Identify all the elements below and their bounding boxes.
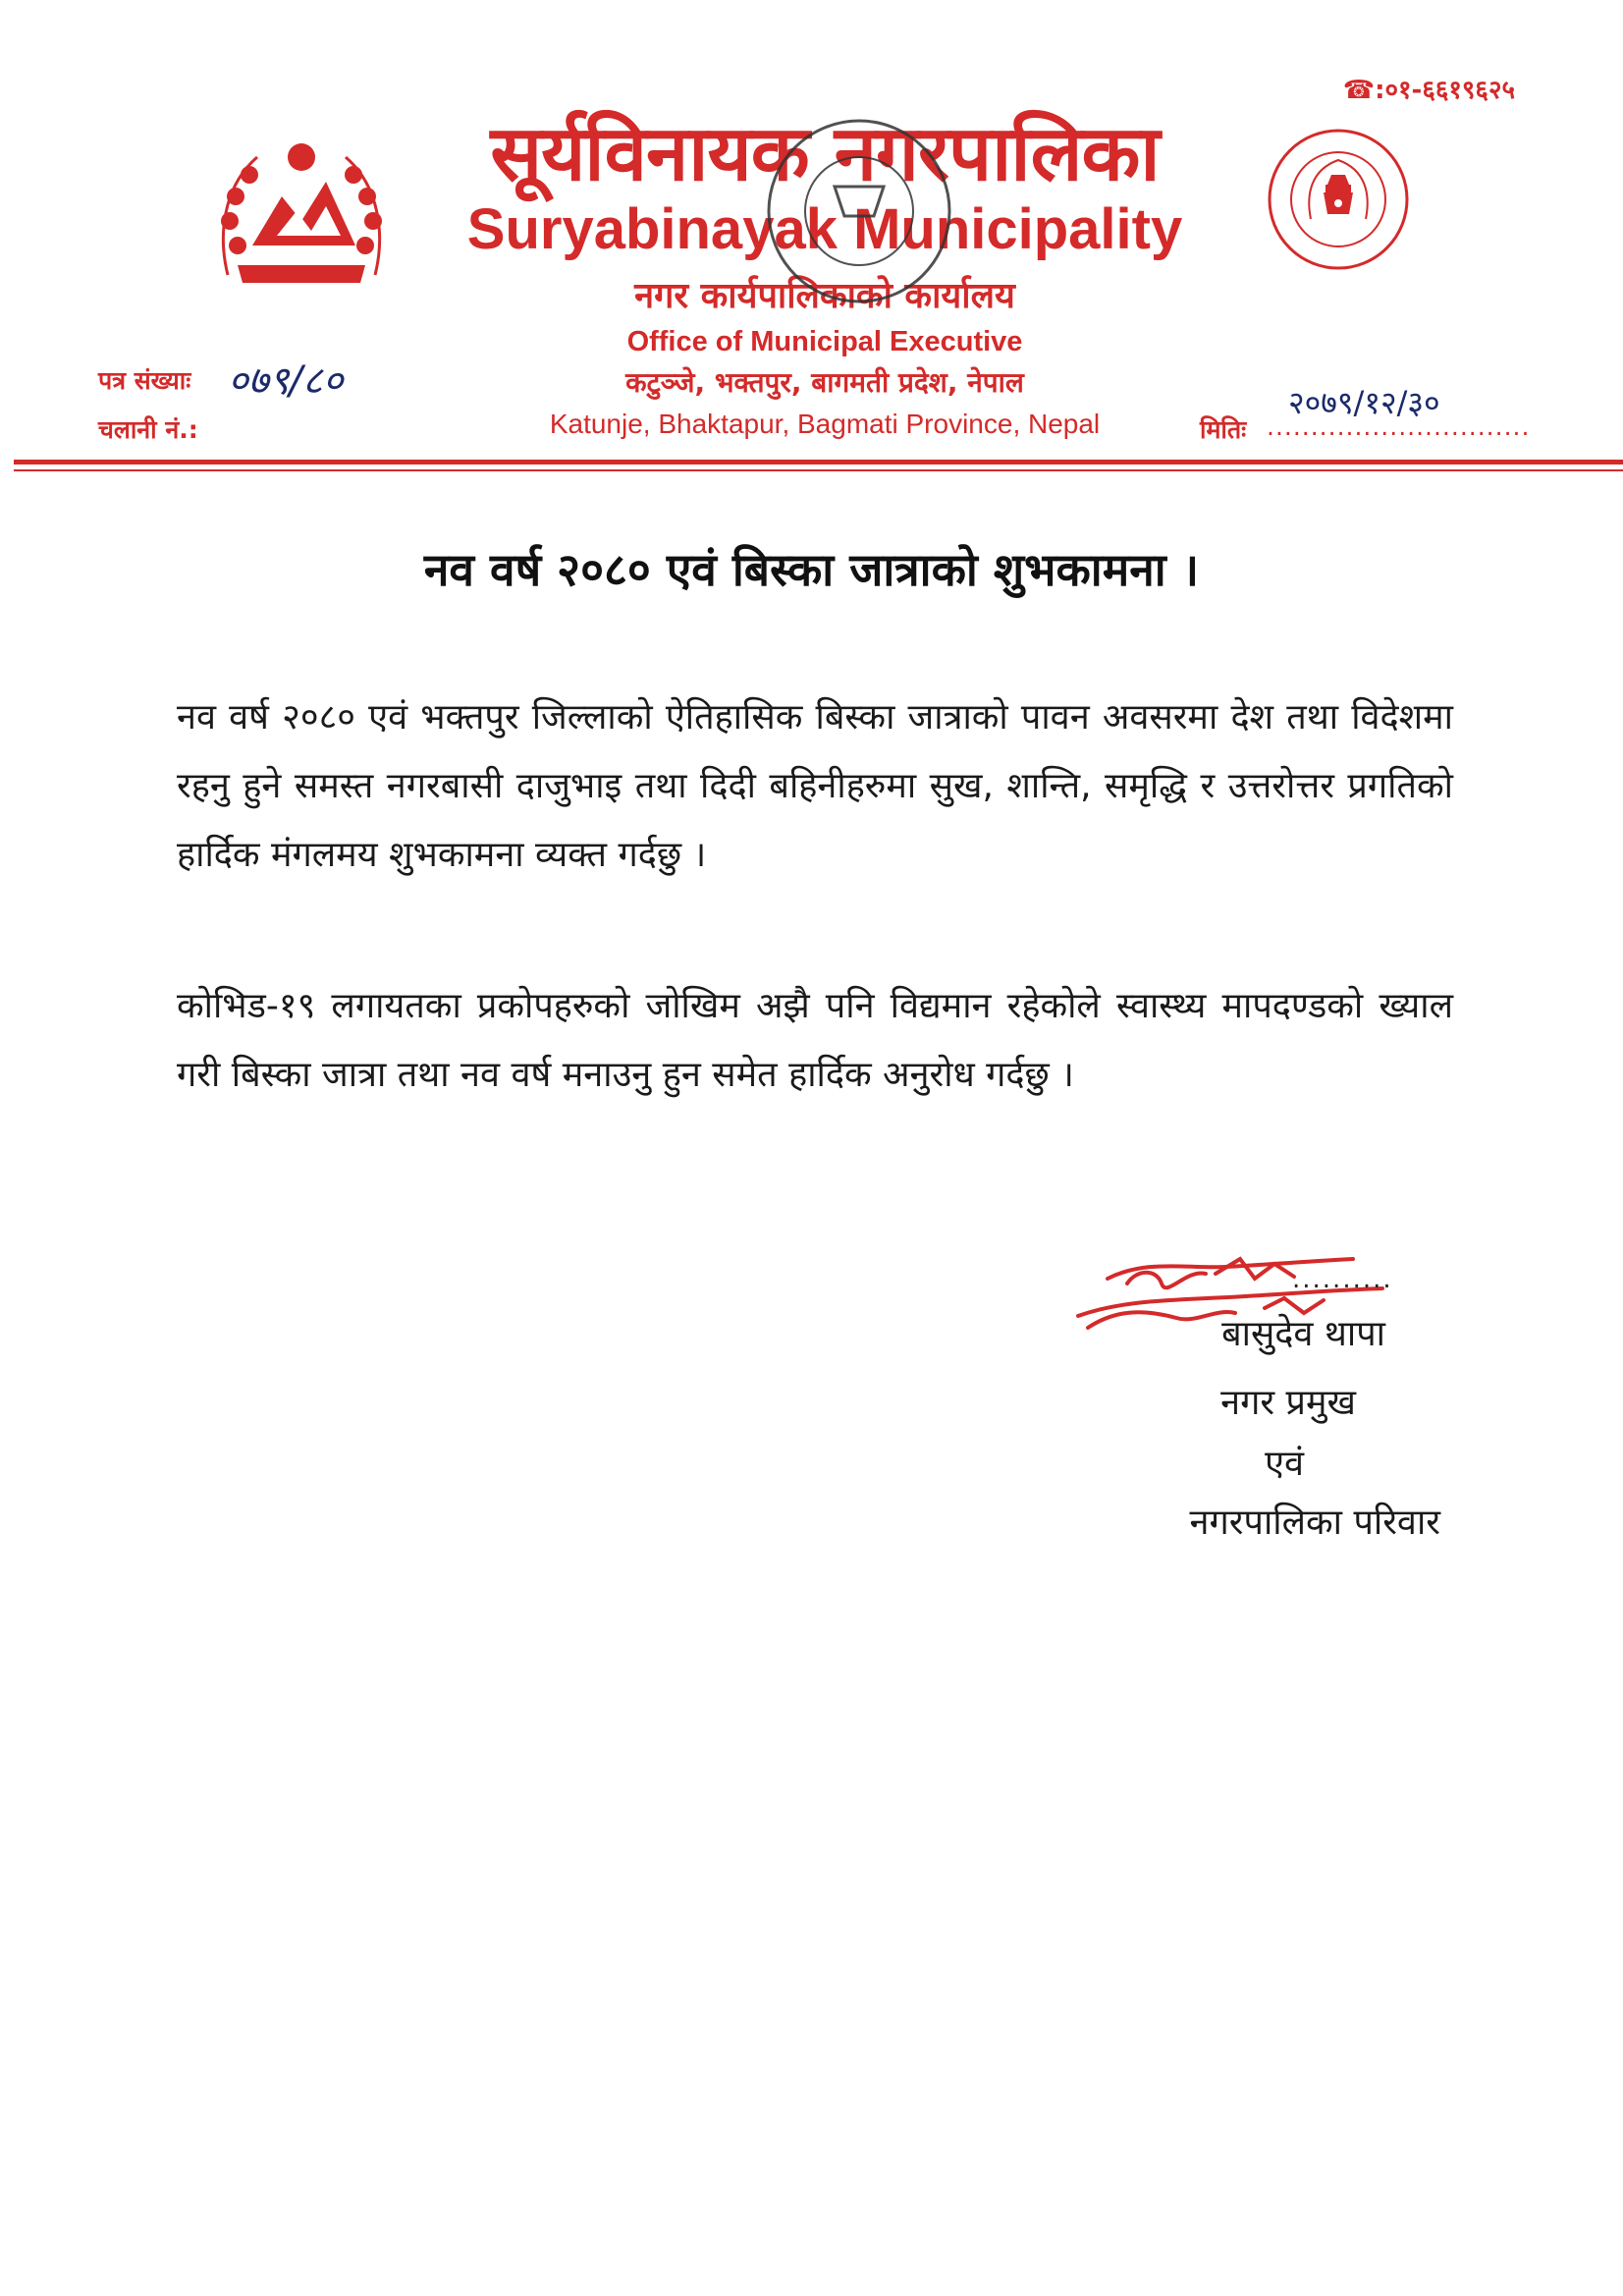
signature-dots: .......... — [1292, 1265, 1393, 1294]
phone-number: ☎:०१-६६१९६२५ — [1342, 76, 1515, 105]
letter-number-label: पत्र संख्याः — [98, 366, 191, 395]
paragraph-1: नव वर्ष २०८० एवं भक्तपुर जिल्लाको ऐतिहासिक बिस्का जात्राको पावन अवसरमा देश तथा विदेशमा रहनु हुने समस्त नगरबासी दाजुभाइ तथा दिदी बहिनीहरुमा सुख, शान्ति, समृद्धि र उत्तरोत्तर प्रगतिको हार्दिक मंगलमय शुभकामना व्यक्त गर्दछु । — [177, 697, 1453, 875]
letter-heading: नव वर्ष २०८० एवं बिस्का जात्राको शुभकामना । — [423, 543, 1200, 596]
signatory-family: नगरपालिका परिवार — [1189, 1503, 1440, 1543]
nepal-emblem-icon — [208, 128, 395, 293]
signatory-role: नगर प्रमुख — [1220, 1383, 1356, 1423]
signatory-conjunction: एवं — [1265, 1444, 1304, 1484]
office-nepali: नगर कार्यपालिकाको कार्यालय — [634, 276, 1015, 316]
date-dots: .............................. — [1267, 412, 1531, 441]
signatory-name: बासुदेव थापा — [1221, 1314, 1385, 1354]
header-rule-thin — [14, 469, 1623, 471]
letter-number-value: ०७९/८० — [228, 358, 344, 404]
date-label: मितिः — [1200, 415, 1247, 444]
address-nepali: कटुञ्जे, भक्तपुर, बागमती प्रदेश, नेपाल — [625, 366, 1024, 399]
office-english: Office of Municipal Executive — [626, 326, 1023, 357]
address-english: Katunje, Bhaktapur, Bagmati Province, Nepal — [549, 409, 1101, 439]
office-stamp-icon — [756, 98, 962, 324]
title-nepali: सूर्यविनायक नगरपालिका — [490, 110, 1160, 198]
dispatch-number-label: चलानी नं.: — [98, 415, 198, 444]
date-value: २०७९/१२/३० — [1288, 384, 1440, 421]
municipality-seal-icon — [1267, 126, 1410, 273]
paragraph-2: कोभिड-१९ लगायतका प्रकोपहरुको जोखिम अझै पनि विद्यमान रहेकोले स्वास्थ्य मापदण्डको ख्याल गरी बिस्का जात्रा तथा नव वर्ष मनाउनु हुन समेत हार्दिक अनुरोध गर्दछु । — [177, 986, 1453, 1095]
title-english: Suryabinayak Municipality — [466, 197, 1183, 261]
header-rule — [14, 460, 1623, 465]
